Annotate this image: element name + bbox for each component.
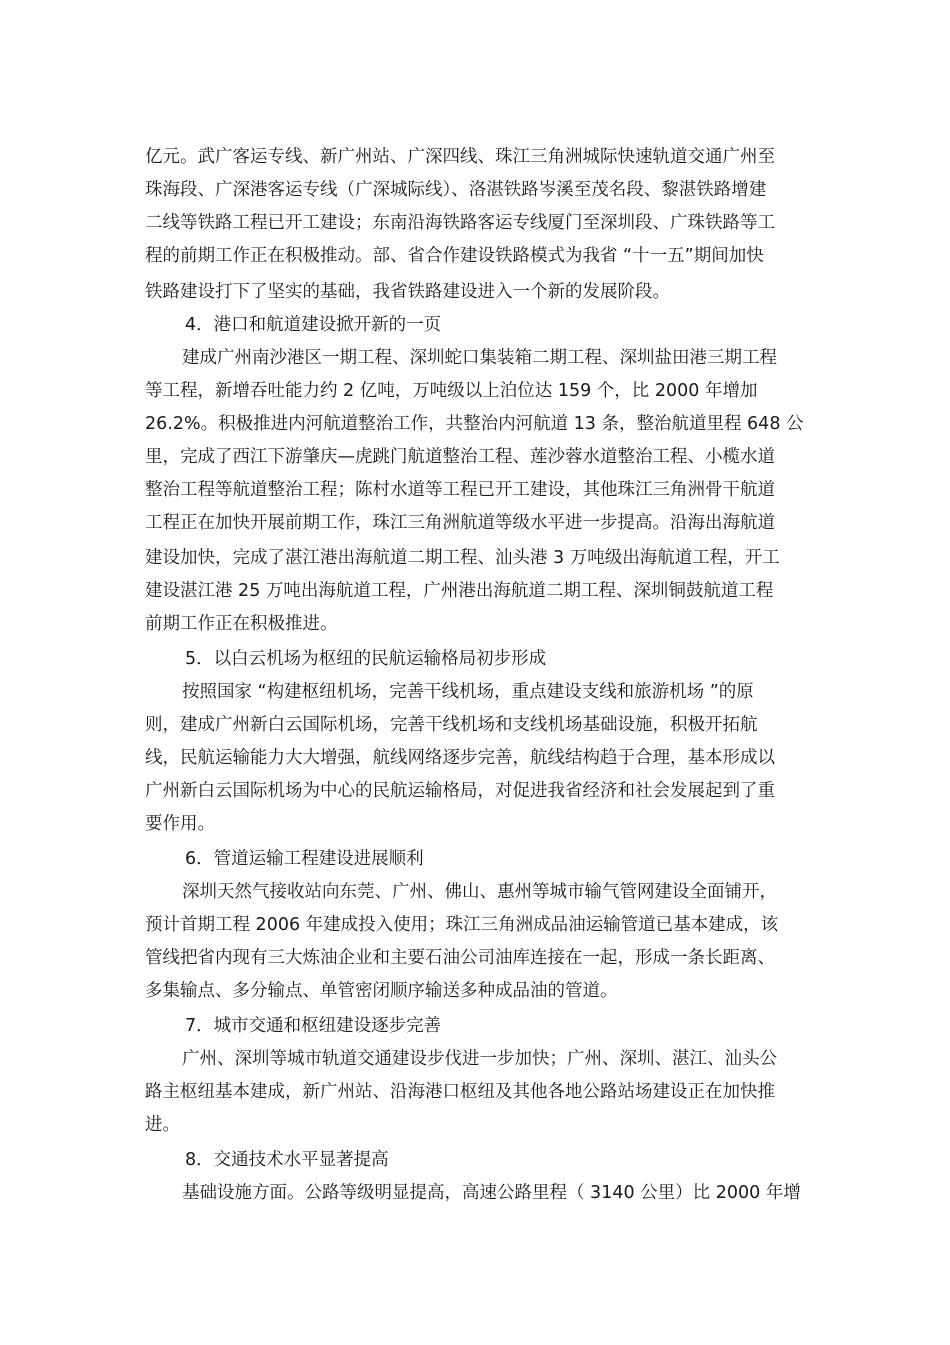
body-line: 广州新白云国际机场为中心的民航运输格局，对促进我省经济和社会发展起到了重 — [145, 781, 775, 801]
body-line: 广州、深圳等城市轨道交通建设步伐进一步加快；广州、深圳、湛江、汕头公 — [182, 1049, 777, 1069]
body-line: 等工程，新增吞吐能力约 2 亿吨，万吨级以上泊位达 159 个，比 2000 年增加 — [145, 381, 758, 401]
body-line: 则，建成广州新白云国际机场，完善干线机场和支线机场基础设施，积极开拓航 — [145, 715, 758, 735]
body-line: 多集输点、多分输点、单管密闭顺序输送多种成品油的管道。 — [145, 981, 618, 1001]
section-heading: 8．交通技术水平显著提高 — [185, 1150, 389, 1170]
section-heading: 7．城市交通和枢纽建设逐步完善 — [185, 1016, 442, 1036]
body-line: 深圳天然气接收站向东莞、广州、佛山、惠州等城市输气管网建设全面铺开， — [182, 882, 777, 902]
body-line: 基础设施方面。公路等级明显提高，高速公路里程（ 3140 公里）比 2000 年增 — [182, 1183, 801, 1203]
body-line: 要作用。 — [145, 814, 215, 834]
body-line: 建设湛江港 25 万吨出海航道工程，广州港出海航道二期工程、深圳铜鼓航道工程 — [145, 581, 774, 601]
body-line: 建成广州南沙港区一期工程、深圳蛇口集装箱二期工程、深圳盐田港三期工程 — [182, 348, 777, 368]
body-line: 进。 — [145, 1115, 180, 1135]
body-line: 二线等铁路工程已开工建设；东南沿海铁路客运专线厦门至深圳段、广珠铁路等工 — [145, 213, 775, 233]
body-line: 路主枢纽基本建成，新广州站、沿海港口枢纽及其他各地公路站场建设正在加快推 — [145, 1082, 775, 1102]
body-line: 工程正在加快开展前期工作，珠江三角洲航道等级水平进一步提高。沿海出海航道 — [145, 513, 775, 533]
body-line: 线，民航运输能力大大增强，航线网络逐步完善，航线结构趋于合理，基本形成以 — [145, 748, 775, 768]
body-line: 珠海段、广深港客运专线（广深城际线）、洛湛铁路岑溪至茂名段、黎湛铁路增建 — [145, 180, 767, 200]
section-heading: 5．以白云机场为枢纽的民航运输格局初步形成 — [185, 649, 547, 669]
body-line: 前期工作正在积极推进。 — [145, 614, 338, 634]
body-line: 26.2%。积极推进内河航道整治工作，共整治内河航道 13 条，整治航道里程 648 公 — [145, 414, 804, 434]
body-line: 里，完成了西江下游肇庆—虎跳门航道整治工程、莲沙蓉水道整治工程、小榄水道 — [145, 447, 775, 467]
body-line: 铁路建设打下了坚实的基础，我省铁路建设进入一个新的发展阶段。 — [145, 282, 670, 302]
body-line: 按照国家 “构建枢纽机场，完善干线机场，重点建设支线和旅游机场 ”的原 — [182, 682, 754, 702]
body-line: 管线把省内现有三大炼油企业和主要石油公司油库连接在一起，形成一条长距离、 — [145, 948, 775, 968]
body-line: 亿元。武广客运专线、新广州站、广深四线、珠江三角洲城际快速轨道交通广州至 — [145, 147, 775, 167]
body-line: 程的前期工作正在积极推动。部、省合作建设铁路模式为我省 “十一五”期间加快 — [145, 246, 764, 266]
body-line: 整治工程等航道整治工程；陈村水道等工程已开工建设，其他珠江三角洲骨干航道 — [145, 480, 775, 500]
section-heading: 4．港口和航道建设掀开新的一页 — [185, 315, 442, 335]
body-line: 建设加快，完成了湛江港出海航道二期工程、汕头港 3 万吨级出海航道工程，开工 — [145, 548, 780, 568]
section-heading: 6．管道运输工程建设进展顺利 — [185, 849, 424, 869]
body-line: 预计首期工程 2006 年建成投入使用；珠江三角洲成品油运输管道已基本建成，该 — [145, 915, 779, 935]
